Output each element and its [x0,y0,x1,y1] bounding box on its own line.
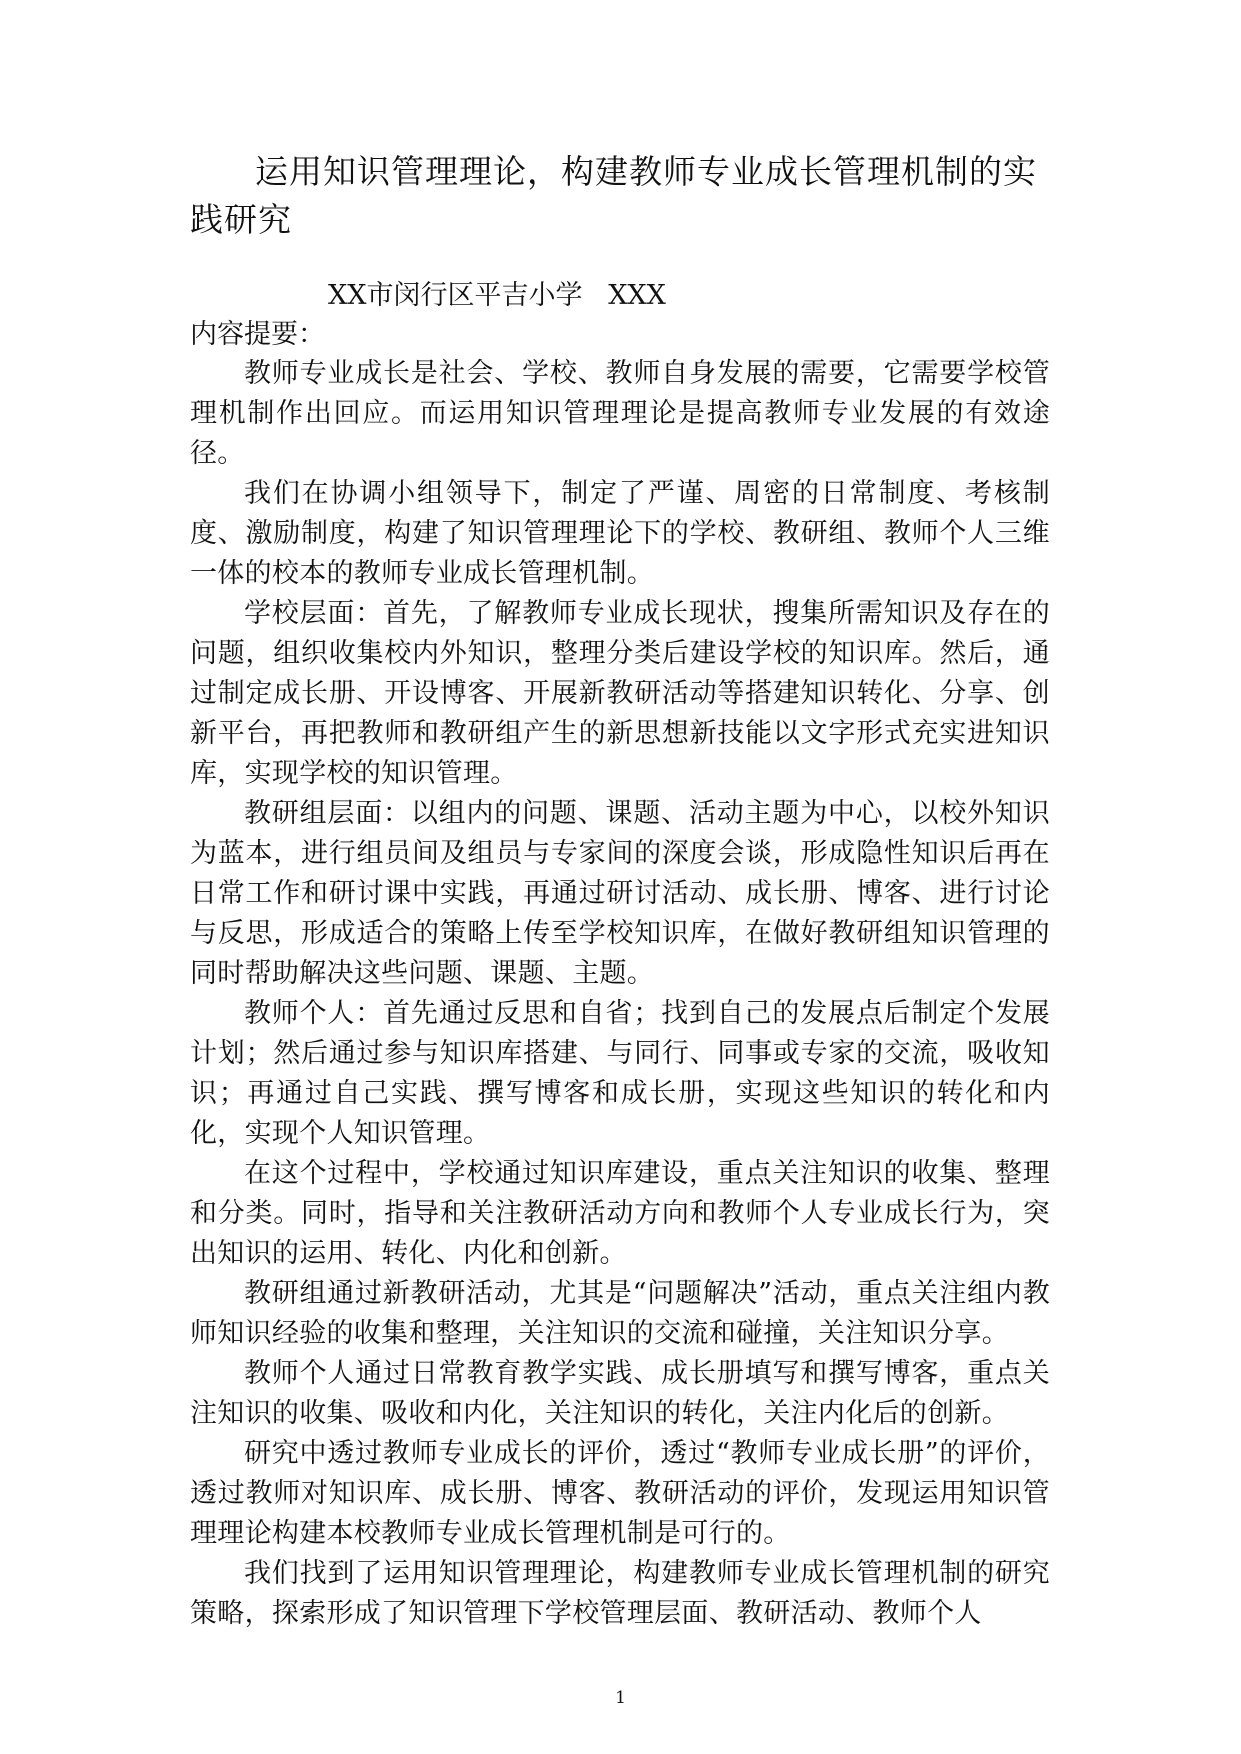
paragraph: 我们在协调小组领导下，制定了严谨、周密的日常制度、考核制度、激励制度，构建了知识管理理论下的学校、教研组、教师个人三维一体的校本的教师专业成长管理机制。 [190,478,1050,589]
paragraph: 教研组通过新教研活动，尤其是“问题解决”活动，重点关注组内教师知识经验的收集和整理，关注知识的交流和碰撞，关注知识分享。 [190,1278,1050,1349]
paragraph: 研究中透过教师专业成长的评价，透过“教师专业成长册”的评价，透过教师对知识库、成长册、博客、教研活动的评价，发现运用知识管理理论构建本校教师专业成长管理机制是可行的。 [190,1438,1050,1549]
document-title: 运用知识管理理论，构建教师专业成长管理机制的实践研究 [190,152,1037,239]
abstract-body [190,354,1050,1634]
paragraph: 在这个过程中，学校通过知识库建设，重点关注知识的收集、整理和分类。同时，指导和关注教研活动方向和教师个人专业成长行为，突出知识的运用、转化、内化和创新。 [190,1158,1050,1269]
page-number: 1 [615,1688,626,1708]
paragraph: 教师专业成长是社会、学校、教师自身发展的需要，它需要学校管理机制作出回应。而运用知识管理理论是提高教师专业发展的有效途径。 [190,358,1050,469]
paragraph: 学校层面：首先，了解教师专业成长现状，搜集所需知识及存在的问题，组织收集校内外知识，整理分类后建设学校的知识库。然后，通过制定成长册、开设博客、开展新教研活动等搭建知识转化、分享、创新平台，再把教师和教研组产生的新思想新技能以文字形式充实进知识库，实现学校的知识管理。 [190,598,1050,789]
paragraph: 教师个人：首先通过反思和自省；找到自己的发展点后制定个发展计划；然后通过参与知识库搭建、与同行、同事或专家的交流，吸收知识；再通过自己实践、撰写博客和成长册，实现这些知识的转化和内化，实现个人知识管理。 [190,998,1050,1149]
author-line: XX市闵行区平吉小学 XXX [328,280,666,311]
abstract-label: 内容提要： [190,319,325,350]
paragraph: 我们找到了运用知识管理理论，构建教师专业成长管理机制的研究策略，探索形成了知识管理下学校管理层面、教研活动、教师个人 [190,1558,1050,1629]
paragraph: 教师个人通过日常教育教学实践、成长册填写和撰写博客，重点关注知识的收集、吸收和内化，关注知识的转化，关注内化后的创新。 [190,1358,1050,1429]
paragraph: 教研组层面：以组内的问题、课题、活动主题为中心，以校外知识为蓝本，进行组员间及组员与专家间的深度会谈，形成隐性知识后再在日常工作和研讨课中实践，再通过研讨活动、成长册、博客、进行讨论与反思，形成适合的策略上传至学校知识库，在做好教研组知识管理的同时帮助解决这些问题、课题、主题。 [190,798,1050,989]
